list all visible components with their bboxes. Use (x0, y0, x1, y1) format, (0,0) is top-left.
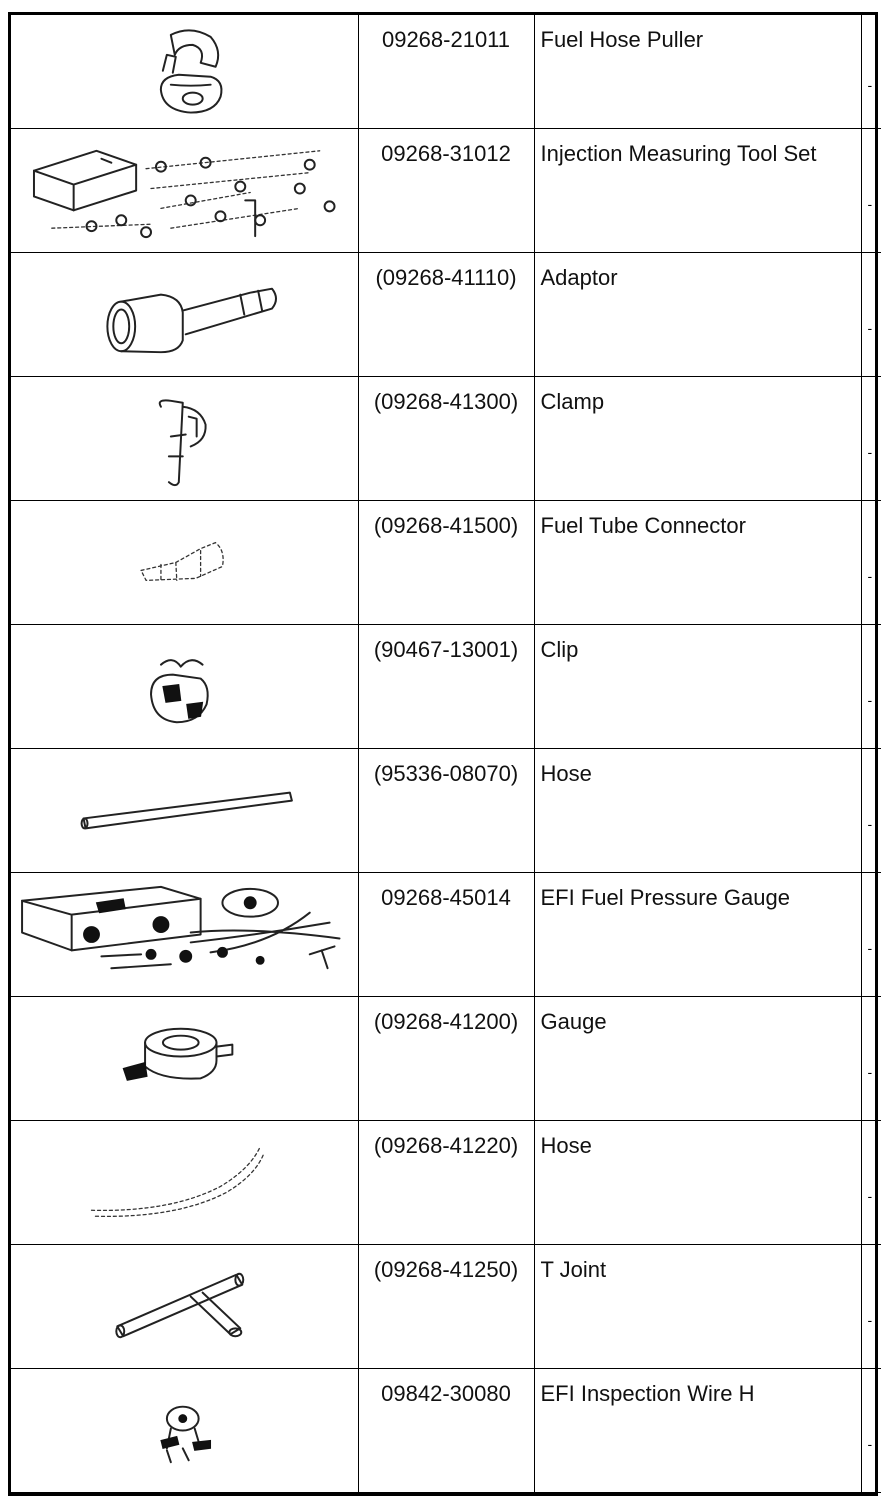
fuel-hose-puller-icon (11, 15, 358, 128)
tool-illustration-cell (11, 15, 358, 128)
row-mark: - (867, 76, 873, 93)
table-row (11, 252, 881, 376)
gauge-icon (11, 997, 358, 1120)
table-row (11, 1120, 881, 1244)
part-number: (09268-41200) (358, 996, 534, 1120)
tool-name: T Joint (534, 1244, 861, 1368)
tool-name: Injection Measuring Tool Set (534, 128, 861, 252)
part-number: (95336-08070) (358, 748, 534, 872)
row-mark: - (867, 568, 873, 585)
table-row (11, 15, 881, 128)
t-joint-icon (11, 1245, 358, 1368)
row-mark: - (867, 1312, 873, 1329)
tool-table-frame (8, 12, 878, 1496)
row-mark: - (867, 196, 873, 213)
efi-inspection-wire-icon (11, 1369, 358, 1492)
hose-icon (11, 749, 358, 872)
tool-illustration-cell (11, 128, 358, 252)
part-number: (09268-41110) (358, 252, 534, 376)
fuel-tube-connector-icon (11, 501, 358, 624)
row-mark: - (867, 816, 873, 833)
injection-measuring-tool-set-icon (11, 129, 358, 252)
tool-name: EFI Fuel Pressure Gauge (534, 872, 861, 996)
tool-name: EFI Inspection Wire H (534, 1368, 861, 1492)
part-number: (09268-41250) (358, 1244, 534, 1368)
tool-illustration-cell (11, 996, 358, 1120)
tool-illustration-cell (11, 1244, 358, 1368)
table-row (11, 1244, 881, 1368)
part-number: 09268-21011 (358, 15, 534, 128)
row-mark: - (867, 692, 873, 709)
tool-illustration-cell (11, 872, 358, 996)
tool-illustration-cell (11, 500, 358, 624)
tool-illustration-cell (11, 624, 358, 748)
tool-name: Clip (534, 624, 861, 748)
table-row (11, 996, 881, 1120)
table-row (11, 376, 881, 500)
special-tools-table (11, 15, 881, 1493)
tool-illustration-cell (11, 252, 358, 376)
part-number: (09268-41300) (358, 376, 534, 500)
table-row (11, 500, 881, 624)
row-mark: - (867, 1436, 873, 1453)
tool-name: Hose (534, 748, 861, 872)
row-mark: - (867, 940, 873, 957)
part-number: 09842-30080 (358, 1368, 534, 1492)
tool-illustration-cell (11, 1368, 358, 1492)
clip-icon (11, 625, 358, 748)
part-number: (09268-41220) (358, 1120, 534, 1244)
part-number: 09268-31012 (358, 128, 534, 252)
tool-illustration-cell (11, 1120, 358, 1244)
clamp-icon (11, 377, 358, 500)
part-number: (09268-41500) (358, 500, 534, 624)
table-row (11, 872, 881, 996)
table-row (11, 128, 881, 252)
row-mark: - (867, 320, 873, 337)
table-row (11, 624, 881, 748)
part-number: (90467-13001) (358, 624, 534, 748)
hose-icon (11, 1121, 358, 1244)
row-mark: - (867, 1188, 873, 1205)
row-mark: - (867, 444, 873, 461)
tool-name: Hose (534, 1120, 861, 1244)
tool-name: Adaptor (534, 252, 861, 376)
tool-name: Fuel Tube Connector (534, 500, 861, 624)
table-row (11, 748, 881, 872)
tool-illustration-cell (11, 748, 358, 872)
part-number: 09268-45014 (358, 872, 534, 996)
tool-name: Gauge (534, 996, 861, 1120)
tool-name: Clamp (534, 376, 861, 500)
efi-fuel-pressure-gauge-icon (11, 873, 358, 996)
table-row (11, 1368, 881, 1492)
row-mark: - (867, 1064, 873, 1081)
adaptor-icon (11, 253, 358, 376)
tool-name: Fuel Hose Puller (534, 15, 861, 128)
tool-illustration-cell (11, 376, 358, 500)
